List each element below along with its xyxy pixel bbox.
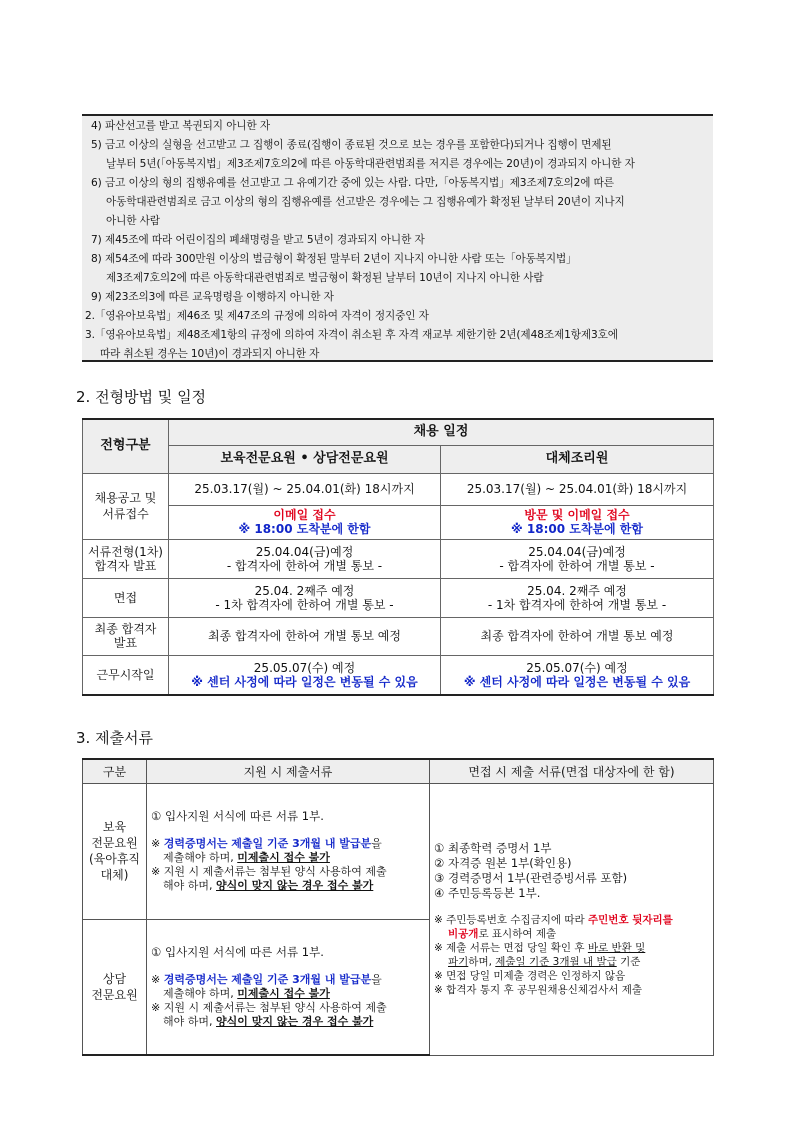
disq-line: 9) 제23조의3에 따른 교육명령을 이행하지 아니한 자: [91, 291, 334, 303]
cell-text: 25.04. 2째주 예정: [527, 583, 627, 598]
interview-note: 비공개로 표시하여 제출: [448, 928, 557, 940]
interview-note: ※ 제출 서류는 면접 당일 확인 후 바로 반환 및: [434, 942, 646, 954]
docs-row-label-counselor: [83, 919, 147, 1055]
doc-note: ※ 경력증명서는 제출일 기준 3개월 내 발급분을: [151, 837, 382, 850]
disq-line: 2.「영유아보육법」제46조 및 제47조의 규정에 의하여 자격이 정지중인 자: [85, 310, 429, 322]
cell-note: ※ 센터 사정에 따라 일정은 변동될 수 있음: [463, 674, 691, 689]
disq-line: 6) 금고 이상의 형의 집행유예를 선고받고 그 유예기간 중에 있는 사람. 다만,「아동복지법」제3조제7호의2에 따른: [91, 177, 614, 189]
interview-item: ④ 주민등록등본 1부.: [434, 886, 541, 900]
cell-text: 25.05.07(수) 예정: [253, 660, 356, 675]
interview-item: ① 최종학력 증명서 1부: [434, 841, 552, 855]
interview-note: ※ 면접 당일 미제출 경력은 인정하지 않음: [434, 970, 626, 982]
final-col1: 최종 합격자에 한하여 개별 통보 예정: [169, 617, 441, 655]
cell-text: - 합격자에 한하여 개별 통보 -: [226, 558, 383, 573]
cell-note: ※ 센터 사정에 따라 일정은 변동될 수 있음: [191, 674, 418, 689]
disq-line: 따라 취소된 경우는 10년)이 경과되지 아니한 자: [100, 348, 320, 360]
label-line: 상담: [102, 971, 127, 986]
documents-table: [82, 758, 714, 1056]
apply-method-col2: [441, 505, 714, 539]
disqualification-box: [82, 114, 713, 362]
cell-text: 25.04.04(금)예정: [255, 544, 354, 559]
section-title-documents: 3. 제출서류: [76, 729, 154, 747]
row-label-application: [83, 473, 169, 539]
disq-line: 날부터 5년(「아동복지법」제3조제7호의2에 따른 아동학대관련범죄를 저지른 경우에는 20년)이 경과되지 아니한 자: [106, 158, 635, 170]
header-substitute-cook: 대체조리원: [441, 445, 714, 473]
disq-line: 7) 제45조에 따라 어린이집의 폐쇄명령을 받고 5년이 경과되지 아니한 자: [91, 234, 425, 246]
start-col1: [169, 655, 441, 695]
cell-text: - 1차 합격자에 한하여 개별 통보 -: [487, 597, 667, 612]
cell-text: 25.04. 2째주 예정: [254, 583, 355, 598]
apply-date-col1: 25.03.17(월) ~ 25.04.01(화) 18시까지: [169, 473, 441, 505]
doc-note: ※ 지원 시 제출서류는 첨부된 양식 사용하여 제출: [151, 865, 387, 878]
label-line: 보육: [102, 820, 127, 834]
interview-note: ※ 주민등록번호 수집금지에 따라 주민번호 뒷자리를: [434, 914, 673, 926]
label-line: 대체): [100, 868, 129, 882]
doc-result-col1: [169, 539, 441, 578]
row-label-start: 근무시작일: [83, 655, 169, 695]
disq-line: 4) 파산선고를 받고 복권되지 아니한 자: [91, 120, 271, 132]
final-col2: 최종 합격자에 한하여 개별 통보 예정: [441, 617, 714, 655]
doc-note: ※ 경력증명서는 제출일 기준 3개월 내 발급분을: [151, 972, 382, 986]
apply-method-text: 이메일 접수: [273, 508, 336, 522]
section-title-schedule: 2. 전형방법 및 일정: [76, 388, 207, 406]
cell-text: - 1차 합격자에 한하여 개별 통보 -: [215, 597, 394, 612]
header-childcare-counselor: 보육전문요원 • 상담전문요원: [169, 445, 441, 473]
disq-line: 아동학대관련범죄로 금고 이상의 형의 집행유예를 선고받은 경우에는 그 집행유예가 확정된 날부터 20년이 지나지: [106, 196, 625, 208]
row-label-text: 서류전형(1차): [88, 544, 163, 559]
doc-result-col2: [441, 539, 714, 578]
row-label-text: 발표: [113, 636, 138, 650]
apply-note-text: ※ 18:00 도착분에 한함: [238, 522, 371, 536]
docs-header-apply: 지원 시 제출서류: [147, 759, 430, 783]
doc-note: 해야 하며, 양식이 맞지 않는 경우 접수 불가: [163, 879, 374, 892]
apply-method-col1: [169, 505, 441, 539]
cell-text: - 합격자에 한하여 개별 통보 -: [499, 558, 655, 573]
apply-docs-childcare: [147, 783, 430, 919]
docs-row-label-childcare: [83, 783, 147, 919]
doc-note: ※ 지원 시 제출서류는 첨부된 양식 사용하여 제출: [151, 1000, 387, 1014]
row-label-text: 최종 합격자: [94, 622, 157, 636]
apply-method-text: 방문 및 이메일 접수: [524, 508, 630, 522]
doc-item: ① 입사지원 서식에 따른 서류 1부.: [151, 809, 324, 823]
docs-header-category: 구분: [83, 759, 147, 783]
row-label-text: 채용공고 및 서류접수: [94, 491, 157, 521]
row-label-final: [83, 617, 169, 655]
schedule-table: [82, 418, 714, 696]
doc-item: ① 입사지원 서식에 따른 서류 1부.: [151, 944, 324, 959]
label-line: 전문요원: [91, 836, 138, 850]
docs-header-interview: 면접 시 제출 서류(면접 대상자에 한 함): [430, 759, 714, 783]
disq-line: 아니한 사람: [106, 215, 160, 227]
disq-line: 5) 금고 이상의 실형을 선고받고 그 집행이 종료(집행이 종료된 것으로 보는 경우를 포함한다)되거나 집행이 면제된: [91, 139, 612, 151]
apply-docs-counselor: [147, 919, 430, 1055]
interview-item: ② 자격증 원본 1부(확인용): [434, 856, 572, 870]
interview-note: 파기하며, 제출일 기준 3개월 내 발급 기준: [448, 956, 641, 968]
apply-date-col2: 25.03.17(월) ~ 25.04.01(화) 18시까지: [441, 473, 714, 505]
apply-note-text: ※ 18:00 도착분에 한함: [511, 522, 643, 536]
interview-col1: [169, 578, 441, 617]
doc-note: 제출해야 하며, 미제출시 접수 불가: [163, 851, 330, 864]
doc-note: 해야 하며, 양식이 맞지 않는 경우 접수 불가: [163, 1014, 374, 1028]
doc-note: 제출해야 하며, 미제출시 접수 불가: [163, 986, 330, 1000]
header-selection-type: 전형구분: [83, 419, 169, 473]
interview-item: ③ 경력증명서 1부(관련증빙서류 포함): [434, 871, 628, 885]
start-col2: [441, 655, 714, 695]
row-label-text: 합격자 발표: [94, 558, 157, 573]
interview-docs: [430, 783, 714, 1055]
interview-note: ※ 합격자 통지 후 공무원채용신체검사서 제출: [434, 984, 643, 996]
row-label-document: [83, 539, 169, 578]
interview-col2: [441, 578, 714, 617]
cell-text: 25.04.04(금)예정: [528, 544, 626, 559]
disq-line: 3.「영유아보육법」제48조제1항의 규정에 의하여 자격이 취소된 후 자격 재교부 제한기한 2년(제48조제1항제3호에: [85, 329, 618, 341]
disq-line: 제3조제7호의2에 따른 아동학대관련범죄로 벌금형이 확정된 날부터 10년이 지나지 아니한 사람: [106, 272, 544, 284]
label-line: (육아휴직: [88, 852, 141, 866]
disq-line: 8) 제54조에 따라 300만원 이상의 벌금형이 확정된 말부터 2년이 지나지 아니한 사람 또는「아동복지법」: [91, 253, 577, 265]
label-line: 전문요원: [91, 987, 138, 1002]
cell-text: 25.05.07(수) 예정: [526, 660, 628, 675]
row-label-interview: 면접: [83, 578, 169, 617]
header-schedule: 채용 일정: [169, 419, 714, 445]
